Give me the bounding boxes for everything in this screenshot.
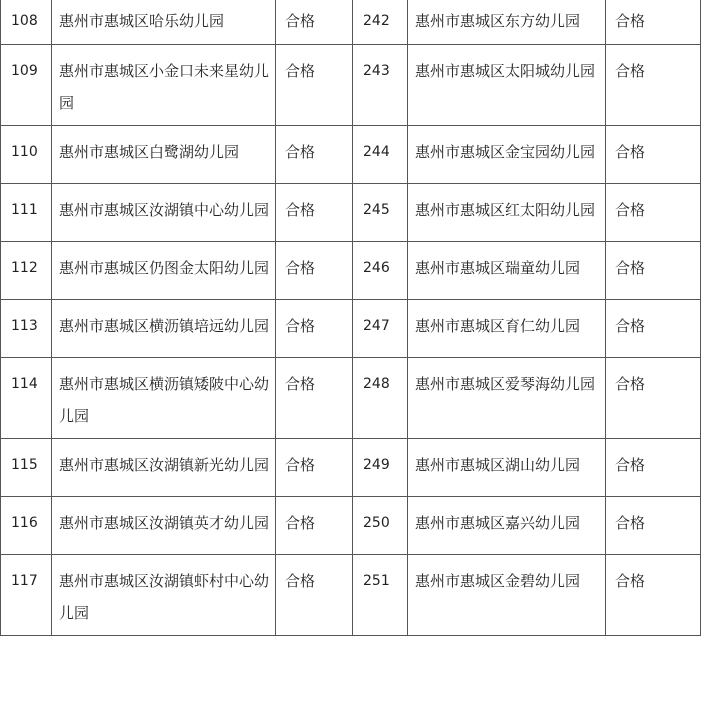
row-number-left: 112 (1, 242, 52, 300)
row-number-right: 247 (353, 300, 408, 358)
kindergarten-name-left: 惠州市惠城区横沥镇矮陂中心幼儿园 (52, 358, 276, 439)
result-right: 合格 (606, 242, 701, 300)
row-number-left: 110 (1, 126, 52, 184)
result-right: 合格 (606, 439, 701, 497)
table-row (1, 497, 701, 555)
table-row (1, 358, 701, 439)
result-right: 合格 (606, 0, 701, 45)
kindergarten-name-left: 惠州市惠城区汝湖镇新光幼儿园 (52, 439, 276, 497)
row-number-left: 115 (1, 439, 52, 497)
result-left: 合格 (276, 126, 353, 184)
table-row (1, 300, 701, 358)
kindergarten-name-right: 惠州市惠城区金宝园幼儿园 (408, 126, 606, 184)
kindergarten-name-right: 惠州市惠城区育仁幼儿园 (408, 300, 606, 358)
result-right: 合格 (606, 358, 701, 439)
result-left: 合格 (276, 184, 353, 242)
result-left: 合格 (276, 300, 353, 358)
kindergarten-name-left: 惠州市惠城区仍图金太阳幼儿园 (52, 242, 276, 300)
result-left: 合格 (276, 439, 353, 497)
row-number-left: 113 (1, 300, 52, 358)
kindergarten-name-right: 惠州市惠城区湖山幼儿园 (408, 439, 606, 497)
result-left: 合格 (276, 45, 353, 126)
kindergarten-name-left: 惠州市惠城区小金口未来星幼儿园 (52, 45, 276, 126)
result-left: 合格 (276, 358, 353, 439)
table-row (1, 439, 701, 497)
kindergarten-name-right: 惠州市惠城区瑞童幼儿园 (408, 242, 606, 300)
table-row (1, 45, 701, 126)
result-right: 合格 (606, 300, 701, 358)
kindergarten-name-right: 惠州市惠城区太阳城幼儿园 (408, 45, 606, 126)
kindergarten-name-right: 惠州市惠城区红太阳幼儿园 (408, 184, 606, 242)
row-number-right: 246 (353, 242, 408, 300)
result-left: 合格 (276, 0, 353, 45)
row-number-right: 250 (353, 497, 408, 555)
result-left: 合格 (276, 242, 353, 300)
row-number-right: 245 (353, 184, 408, 242)
row-number-right: 251 (353, 555, 408, 636)
row-number-right: 242 (353, 0, 408, 45)
kindergarten-name-right: 惠州市惠城区爱琴海幼儿园 (408, 358, 606, 439)
row-number-left: 117 (1, 555, 52, 636)
table-row (1, 184, 701, 242)
kindergarten-name-left: 惠州市惠城区白鹭湖幼儿园 (52, 126, 276, 184)
row-number-right: 243 (353, 45, 408, 126)
kindergarten-name-right: 惠州市惠城区嘉兴幼儿园 (408, 497, 606, 555)
row-number-left: 109 (1, 45, 52, 126)
table-row (1, 126, 701, 184)
kindergarten-name-left: 惠州市惠城区汝湖镇中心幼儿园 (52, 184, 276, 242)
table-row (1, 242, 701, 300)
row-number-left: 108 (1, 0, 52, 45)
kindergarten-name-left: 惠州市惠城区哈乐幼儿园 (52, 0, 276, 45)
row-number-left: 116 (1, 497, 52, 555)
result-right: 合格 (606, 555, 701, 636)
result-left: 合格 (276, 555, 353, 636)
kindergarten-name-right: 惠州市惠城区金碧幼儿园 (408, 555, 606, 636)
result-left: 合格 (276, 497, 353, 555)
row-number-right: 248 (353, 358, 408, 439)
table-row (1, 555, 701, 636)
kindergarten-name-left: 惠州市惠城区汝湖镇英才幼儿园 (52, 497, 276, 555)
result-right: 合格 (606, 45, 701, 126)
kindergarten-name-left: 惠州市惠城区横沥镇培远幼儿园 (52, 300, 276, 358)
row-number-left: 111 (1, 184, 52, 242)
kindergarten-name-left: 惠州市惠城区汝湖镇虾村中心幼儿园 (52, 555, 276, 636)
table-row (1, 0, 701, 45)
row-number-left: 114 (1, 358, 52, 439)
result-right: 合格 (606, 126, 701, 184)
result-right: 合格 (606, 184, 701, 242)
row-number-right: 244 (353, 126, 408, 184)
kindergarten-name-right: 惠州市惠城区东方幼儿园 (408, 0, 606, 45)
result-right: 合格 (606, 497, 701, 555)
row-number-right: 249 (353, 439, 408, 497)
